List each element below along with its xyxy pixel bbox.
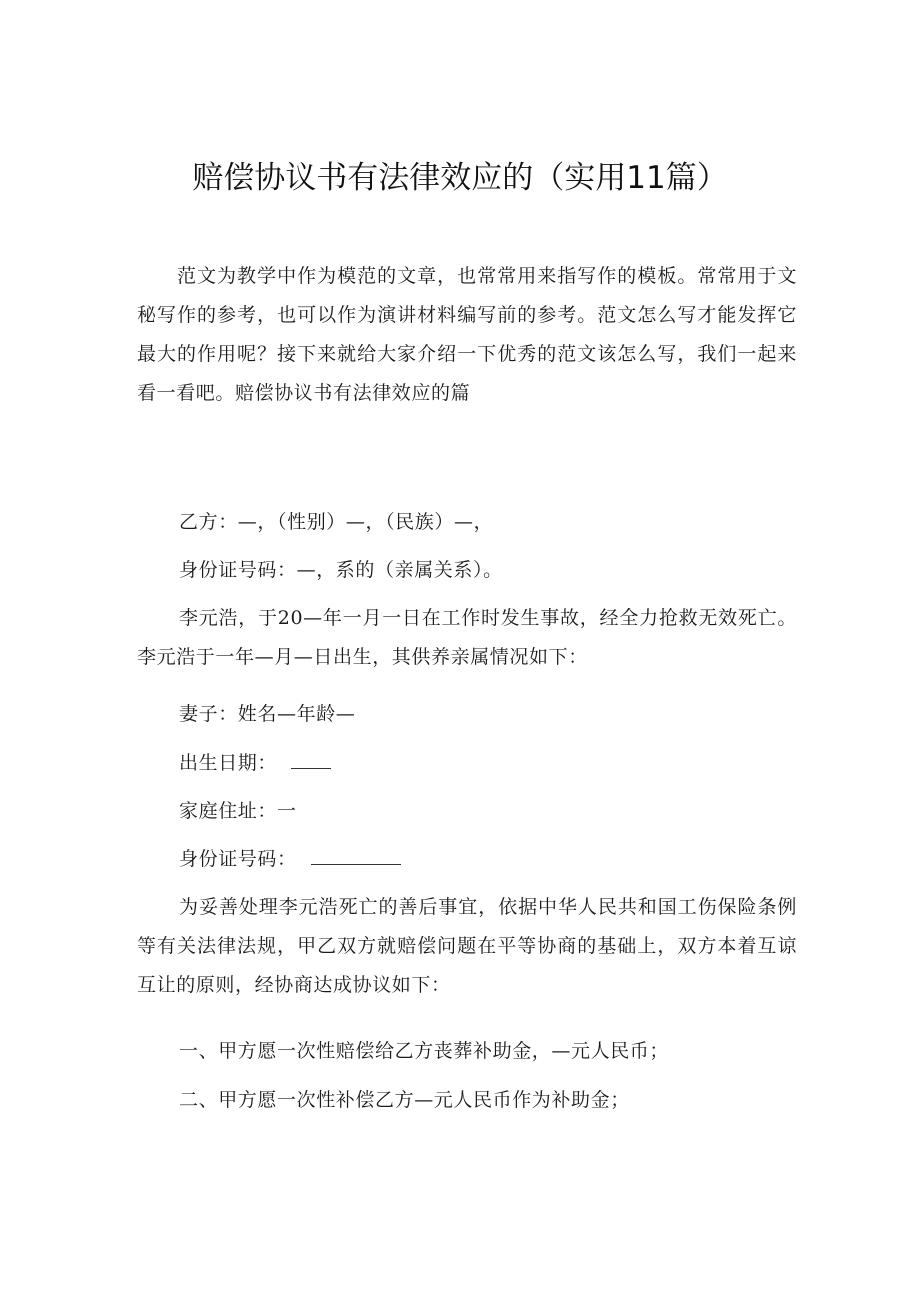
id-relation-line: 身份证号码：—，系的（亲属关系）。	[179, 559, 503, 581]
clause-1-line: 一、甲方愿一次性赔偿给乙方丧葬补助金，—元人民币；	[179, 1040, 670, 1062]
accident-paragraph: 李元浩，于20—年一月一日在工作时发生事故，经全力抢救无效死亡。李元浩于一年—月—日出生，其供养亲属情况如下：	[137, 607, 797, 668]
birth-date-line	[137, 744, 839, 783]
document-title: 赔偿协议书有法律效应的（实用11篇）	[192, 160, 728, 196]
purpose-paragraph: 为妥善处理李元浩死亡的善后事宜，依据中华人民共和国工伤保险条例等有关法律法规，甲乙双方就赔偿问题在平等协商的基础上，双方本着互谅互让的原则，经协商达成协议如下：	[137, 896, 797, 996]
id-number-label: 身份证号码：	[179, 848, 297, 870]
birth-date-blank	[291, 750, 331, 769]
clause-2-line: 二、甲方愿一次性补偿乙方—元人民币作为补助金；	[179, 1089, 630, 1111]
wife-line: 妻子：姓名—年龄—	[179, 703, 356, 725]
id-number-blank	[311, 846, 401, 865]
id-number-line	[137, 840, 839, 879]
birth-date-label: 出生日期：	[179, 752, 278, 774]
address-line: 家庭住址：一	[179, 800, 297, 822]
party-b-line: 乙方：—，（性别）—，（民族）—，	[179, 511, 494, 533]
intro-paragraph: 范文为教学中作为模范的文章，也常常用来指写作的模板。常常用于文秘写作的参考，也可以作为演讲材料编写前的参考。范文怎么写才能发挥它最大的作用呢？接下来就给大家介绍一下优秀的范文该怎么写，我们一起来看一看吧。赔偿协议书有法律效应的篇	[137, 265, 797, 404]
